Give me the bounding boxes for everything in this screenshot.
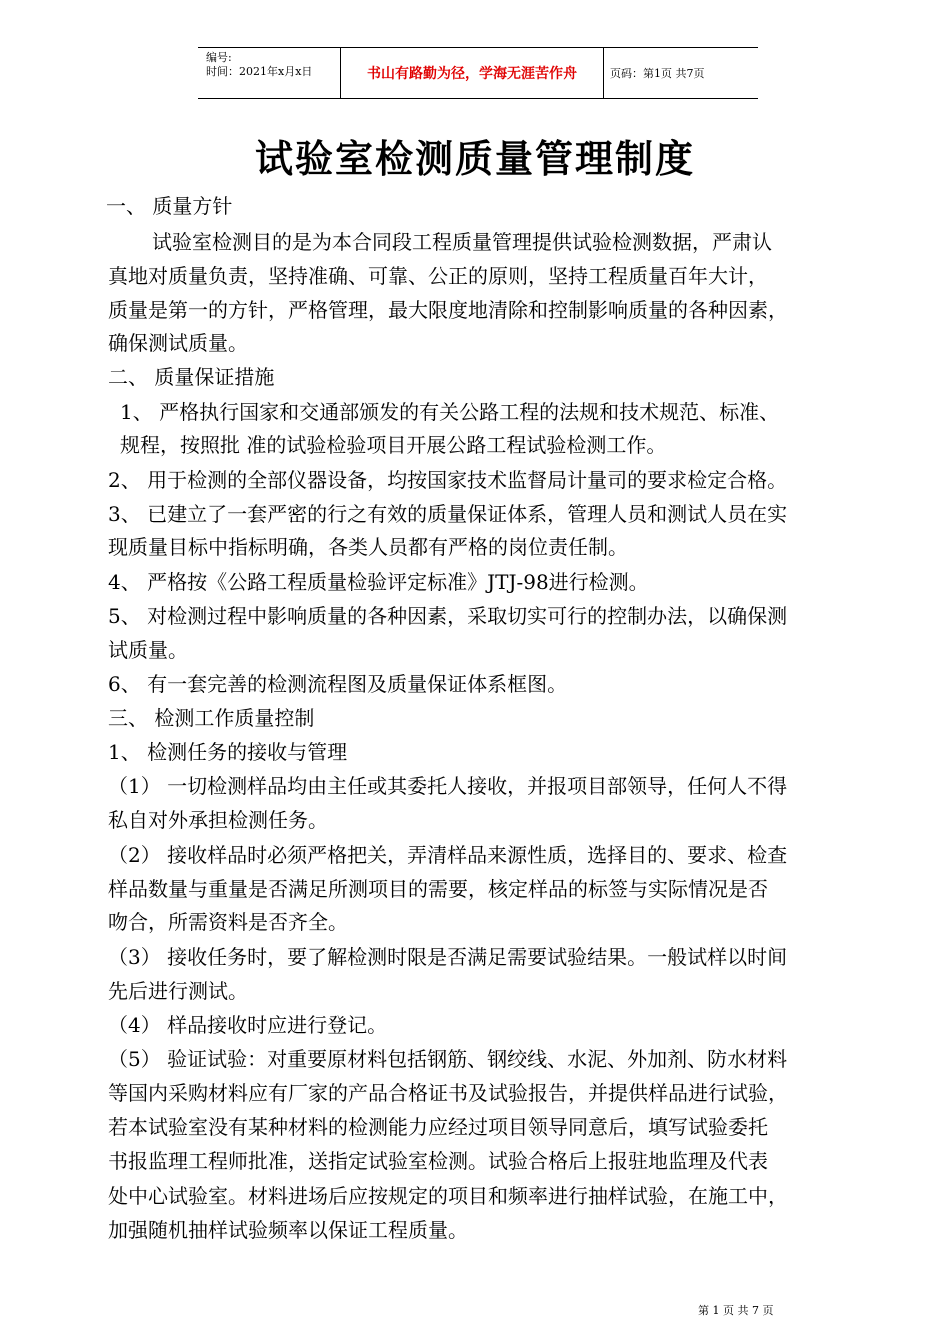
paragraph-line: 加强随机抽样试验频率以保证工程质量。 [108,1218,468,1242]
paragraph-line: 试验室检测目的是为本合同段工程质量管理提供试验检测数据，严肃认 [152,230,772,254]
paragraph-line: 等国内采购材料应有厂家的产品合格证书及试验报告，并提供样品进行试验， [108,1081,788,1105]
section-heading: 二、 质量保证措施 [108,365,275,389]
header-meta [198,48,340,98]
paragraph-line: 处中心试验室。材料进场后应按规定的项目和频率进行抽样试验，在施工中， [108,1184,788,1208]
paragraph-line: 规程，按照批 准的试验检验项目开展公路工程试验检测工作。 [120,433,667,457]
paragraph-line: 6、 有一套完善的检测流程图及质量保证体系框图。 [108,672,568,696]
paragraph-line: 试质量。 [108,638,188,662]
paragraph-line: 吻合，所需资料是否齐全。 [108,910,348,934]
paragraph-line: 确保测试质量。 [108,331,248,355]
paragraph-line: 2、 用于检测的全部仪器设备，均按国家技术监督局计量司的要求检定合格。 [108,468,788,492]
paragraph-line: 现质量目标中指标明确，各类人员都有严格的岗位责任制。 [108,535,628,559]
paragraph-line: 书报监理工程师批准，送指定试验室检测。试验合格后上报驻地监理及代表 [108,1149,768,1173]
paragraph-line: 样品数量与重量是否满足所测项目的需要，核定样品的标签与实际情况是否 [108,877,768,901]
paragraph-line: 先后进行测试。 [108,979,248,1003]
paragraph-line: 质量是第一的方针，严格管理，最大限度地清除和控制影响质量的各种因素， [108,298,788,322]
paragraph-line: （4） 样品接收时应进行登记。 [108,1013,388,1037]
paragraph-line: （5） 验证试验：对重要原材料包括钢筋、钢绞线、水泥、外加剂、防水材料 [108,1047,788,1071]
header-page-label: 页码：第1页 共7页 [610,67,705,80]
paragraph-line: 1、 严格执行国家和交通部颁发的有关公路工程的法规和技术规范、标准、 [120,400,780,424]
paragraph-line: 3、 已建立了一套严密的行之有效的质量保证体系，管理人员和测试人员在实 [108,502,788,526]
paragraph-line: 若本试验室没有某种材料的检测能力应经过项目领导同意后，填写试验委托 [108,1115,768,1139]
paragraph-line: （3） 接收任务时，要了解检测时限是否满足需要试验结果。一般试样以时间 [108,945,788,969]
document-title: 试验室检测质量管理制度 [254,137,695,181]
paragraph-line: 4、 严格按《公路工程质量检验评定标准》JTJ-98进行检测。 [108,570,649,594]
paragraph-line: （2） 接收样品时必须严格把关，弄清样品来源性质，选择目的、要求、检查 [108,843,788,867]
section-heading: 三、 检测工作质量控制 [108,706,315,730]
document-header [198,47,758,99]
paragraph-line: 5、 对检测过程中影响质量的各种因素，采取切实可行的控制办法，以确保测 [108,604,788,628]
paragraph-line: （1） 一切检测样品均由主任或其委托人接收，并报项目部领导，任何人不得 [108,774,788,798]
paragraph-line: 私自对外承担检测任务。 [108,808,328,832]
header-motto: 书山有路勤为径，学海无涯苦作舟 [340,48,604,98]
subsection-heading: 1、 检测任务的接收与管理 [108,740,348,764]
section-heading: 一、 质量方针 [106,194,233,218]
time-label: 时间：2021年x月x日 [206,65,313,78]
number-label: 编号: [206,51,232,64]
page-footer: 第 1 页 共 7 页 [698,1304,774,1317]
paragraph-line: 真地对质量负责，坚持准确、可靠、公正的原则，坚持工程质量百年大计， [108,264,768,288]
